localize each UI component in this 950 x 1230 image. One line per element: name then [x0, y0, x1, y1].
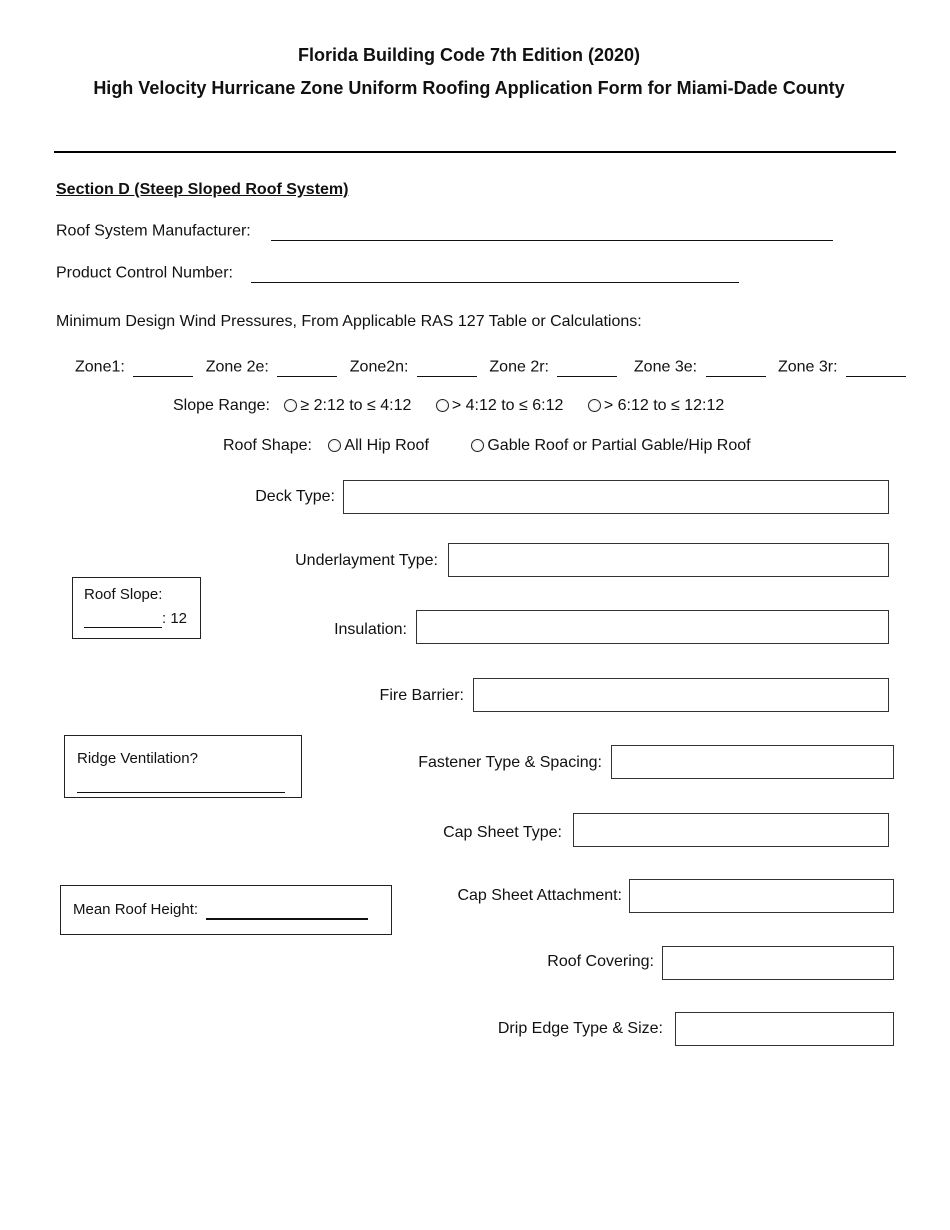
zone2r-input[interactable]: [557, 358, 617, 377]
roof-slope-input[interactable]: [84, 611, 162, 628]
zone2n-input[interactable]: [417, 358, 477, 377]
fastener-input[interactable]: [611, 745, 894, 779]
underlayment-type-input[interactable]: [448, 543, 889, 577]
radio-circle-icon[interactable]: [328, 439, 341, 452]
mean-roof-height-input[interactable]: [206, 902, 368, 920]
roof-slope-row: [84, 610, 187, 628]
zone2e-label: Zone 2e:: [205, 358, 269, 376]
cap-sheet-attachment-input[interactable]: [629, 879, 894, 913]
mean-roof-height-row: [73, 901, 368, 920]
zone3e-label: Zone 3e:: [633, 358, 698, 376]
manufacturer-row: [56, 222, 833, 241]
deck-type-label: Deck Type:: [255, 488, 335, 505]
ridge-ventilation-label: Ridge Ventilation?: [77, 750, 198, 767]
roof-slope-box: [72, 577, 201, 639]
product-control-row: [56, 264, 739, 283]
zone2r-label: Zone 2r:: [489, 358, 549, 376]
zone3e-input[interactable]: [706, 358, 766, 377]
slope-option-2[interactable]: > 4:12 to ≤ 6:12: [436, 397, 564, 414]
header-divider: [54, 151, 896, 153]
roof-shape-row: [223, 437, 751, 455]
roof-shape-option-gable[interactable]: Gable Roof or Partial Gable/Hip Roof: [471, 437, 750, 454]
radio-circle-icon[interactable]: [471, 439, 484, 452]
zones-row: [75, 358, 906, 377]
product-control-label: Product Control Number:: [56, 264, 233, 282]
product-control-input[interactable]: [251, 264, 739, 283]
insulation-label: Insulation:: [334, 621, 407, 638]
slope-option-1[interactable]: ≥ 2:12 to ≤ 4:12: [284, 397, 411, 414]
insulation-input[interactable]: [416, 610, 889, 644]
section-heading: Section D (Steep Sloped Roof System): [56, 181, 349, 198]
form-title-line-1: Florida Building Code 7th Edition (2020): [297, 45, 640, 65]
radio-circle-icon[interactable]: [588, 399, 601, 412]
manufacturer-label: Roof System Manufacturer:: [56, 222, 251, 240]
slope-range-label: Slope Range:: [173, 397, 270, 414]
radio-circle-icon[interactable]: [436, 399, 449, 412]
drip-edge-label: Drip Edge Type & Size:: [497, 1020, 663, 1037]
roof-shape-label: Roof Shape:: [223, 437, 312, 454]
roof-slope-label: Roof Slope:: [84, 586, 163, 603]
zone1-input[interactable]: [133, 358, 193, 377]
mean-roof-height-box: [60, 885, 392, 935]
zone2n-label: Zone2n:: [349, 358, 409, 376]
fastener-label: Fastener Type & Spacing:: [418, 754, 602, 771]
ridge-ventilation-box: [64, 735, 302, 798]
fire-barrier-input[interactable]: [473, 678, 889, 712]
roof-shape-option-hip[interactable]: All Hip Roof: [328, 437, 428, 454]
fire-barrier-label: Fire Barrier:: [379, 687, 464, 704]
zone2e-input[interactable]: [277, 358, 337, 377]
deck-type-input[interactable]: [343, 480, 889, 514]
underlayment-type-label: Underlayment Type:: [295, 552, 438, 569]
slope-range-row: [173, 397, 724, 415]
zone3r-input[interactable]: [846, 358, 906, 377]
zone1-label: Zone1:: [75, 358, 125, 376]
ridge-ventilation-input[interactable]: [77, 774, 285, 793]
mean-roof-height-label: Mean Roof Height:: [73, 901, 199, 918]
wind-pressures-label: Minimum Design Wind Pressures, From Applicable RAS 127 Table or Calculations:: [56, 313, 642, 330]
zone3r-label: Zone 3r:: [777, 358, 838, 376]
roof-covering-label: Roof Covering:: [547, 953, 654, 970]
radio-circle-icon[interactable]: [284, 399, 297, 412]
manufacturer-input[interactable]: [271, 222, 833, 241]
cap-sheet-type-label: Cap Sheet Type:: [443, 824, 562, 841]
roof-covering-input[interactable]: [662, 946, 894, 980]
form-title-line-2: High Velocity Hurricane Zone Uniform Roofing Application Form for Miami-Dade County: [93, 78, 845, 98]
slope-option-3[interactable]: > 6:12 to ≤ 12:12: [588, 397, 724, 414]
drip-edge-input[interactable]: [675, 1012, 894, 1046]
cap-sheet-attachment-label: Cap Sheet Attachment:: [457, 887, 622, 904]
cap-sheet-type-input[interactable]: [573, 813, 889, 847]
roof-slope-suffix: : 12: [162, 610, 188, 627]
